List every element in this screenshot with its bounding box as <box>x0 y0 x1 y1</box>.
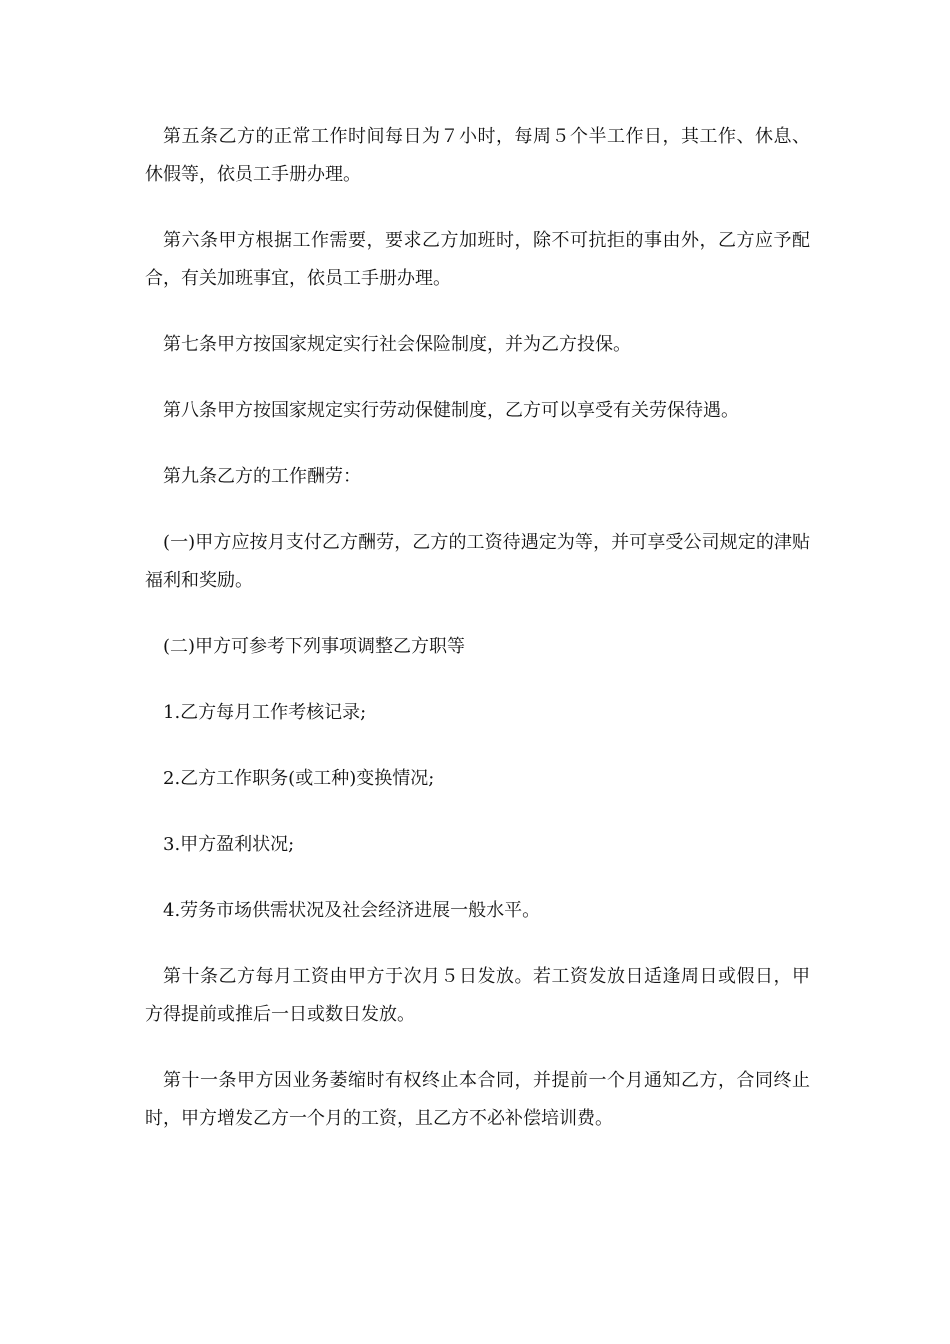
list-item-2: 2.乙方工作职务(或工种)变换情况; <box>163 768 435 789</box>
paragraph-article-10: 第十条乙方每月工资由甲方于次月５日发放。若工资发放日适逢周日或假日，甲方得提前或推后一日或数日发放。 <box>145 966 810 1025</box>
paragraph-article-8: 第八条甲方按国家规定实行劳动保健制度，乙方可以享受有关劳保待遇。 <box>163 400 739 421</box>
paragraph-article-11: 第十一条甲方因业务萎缩时有权终止本合同，并提前一个月通知乙方，合同终止时，甲方增发乙方一个月的工资，且乙方不必补偿培训费。 <box>145 1070 810 1129</box>
document-body <box>145 118 810 1166</box>
paragraph-article-5: 第五条乙方的正常工作时间每日为７小时，每周５个半工作日，其工作、休息、休假等，依员工手册办理。 <box>145 126 810 185</box>
list-item-4: 4.劳务市场供需状况及社会经济进展一般水平。 <box>163 900 541 921</box>
paragraph-article-9: 第九条乙方的工作酬劳： <box>163 466 361 487</box>
paragraph-article-9-item-2: (二)甲方可参考下列事项调整乙方职等 <box>163 636 466 657</box>
list-item-3: 3.甲方盈利状况; <box>163 834 295 855</box>
paragraph-article-6: 第六条甲方根据工作需要，要求乙方加班时，除不可抗拒的事由外，乙方应予配合，有关加班事宜，依员工手册办理。 <box>145 230 810 289</box>
paragraph-article-7: 第七条甲方按国家规定实行社会保险制度，并为乙方投保。 <box>163 334 631 355</box>
paragraph-article-9-item-1: (一)甲方应按月支付乙方酬劳，乙方的工资待遇定为等，并可享受公司规定的津贴福利和奖励。 <box>145 532 810 591</box>
list-item-1: 1.乙方每月工作考核记录; <box>163 702 367 723</box>
